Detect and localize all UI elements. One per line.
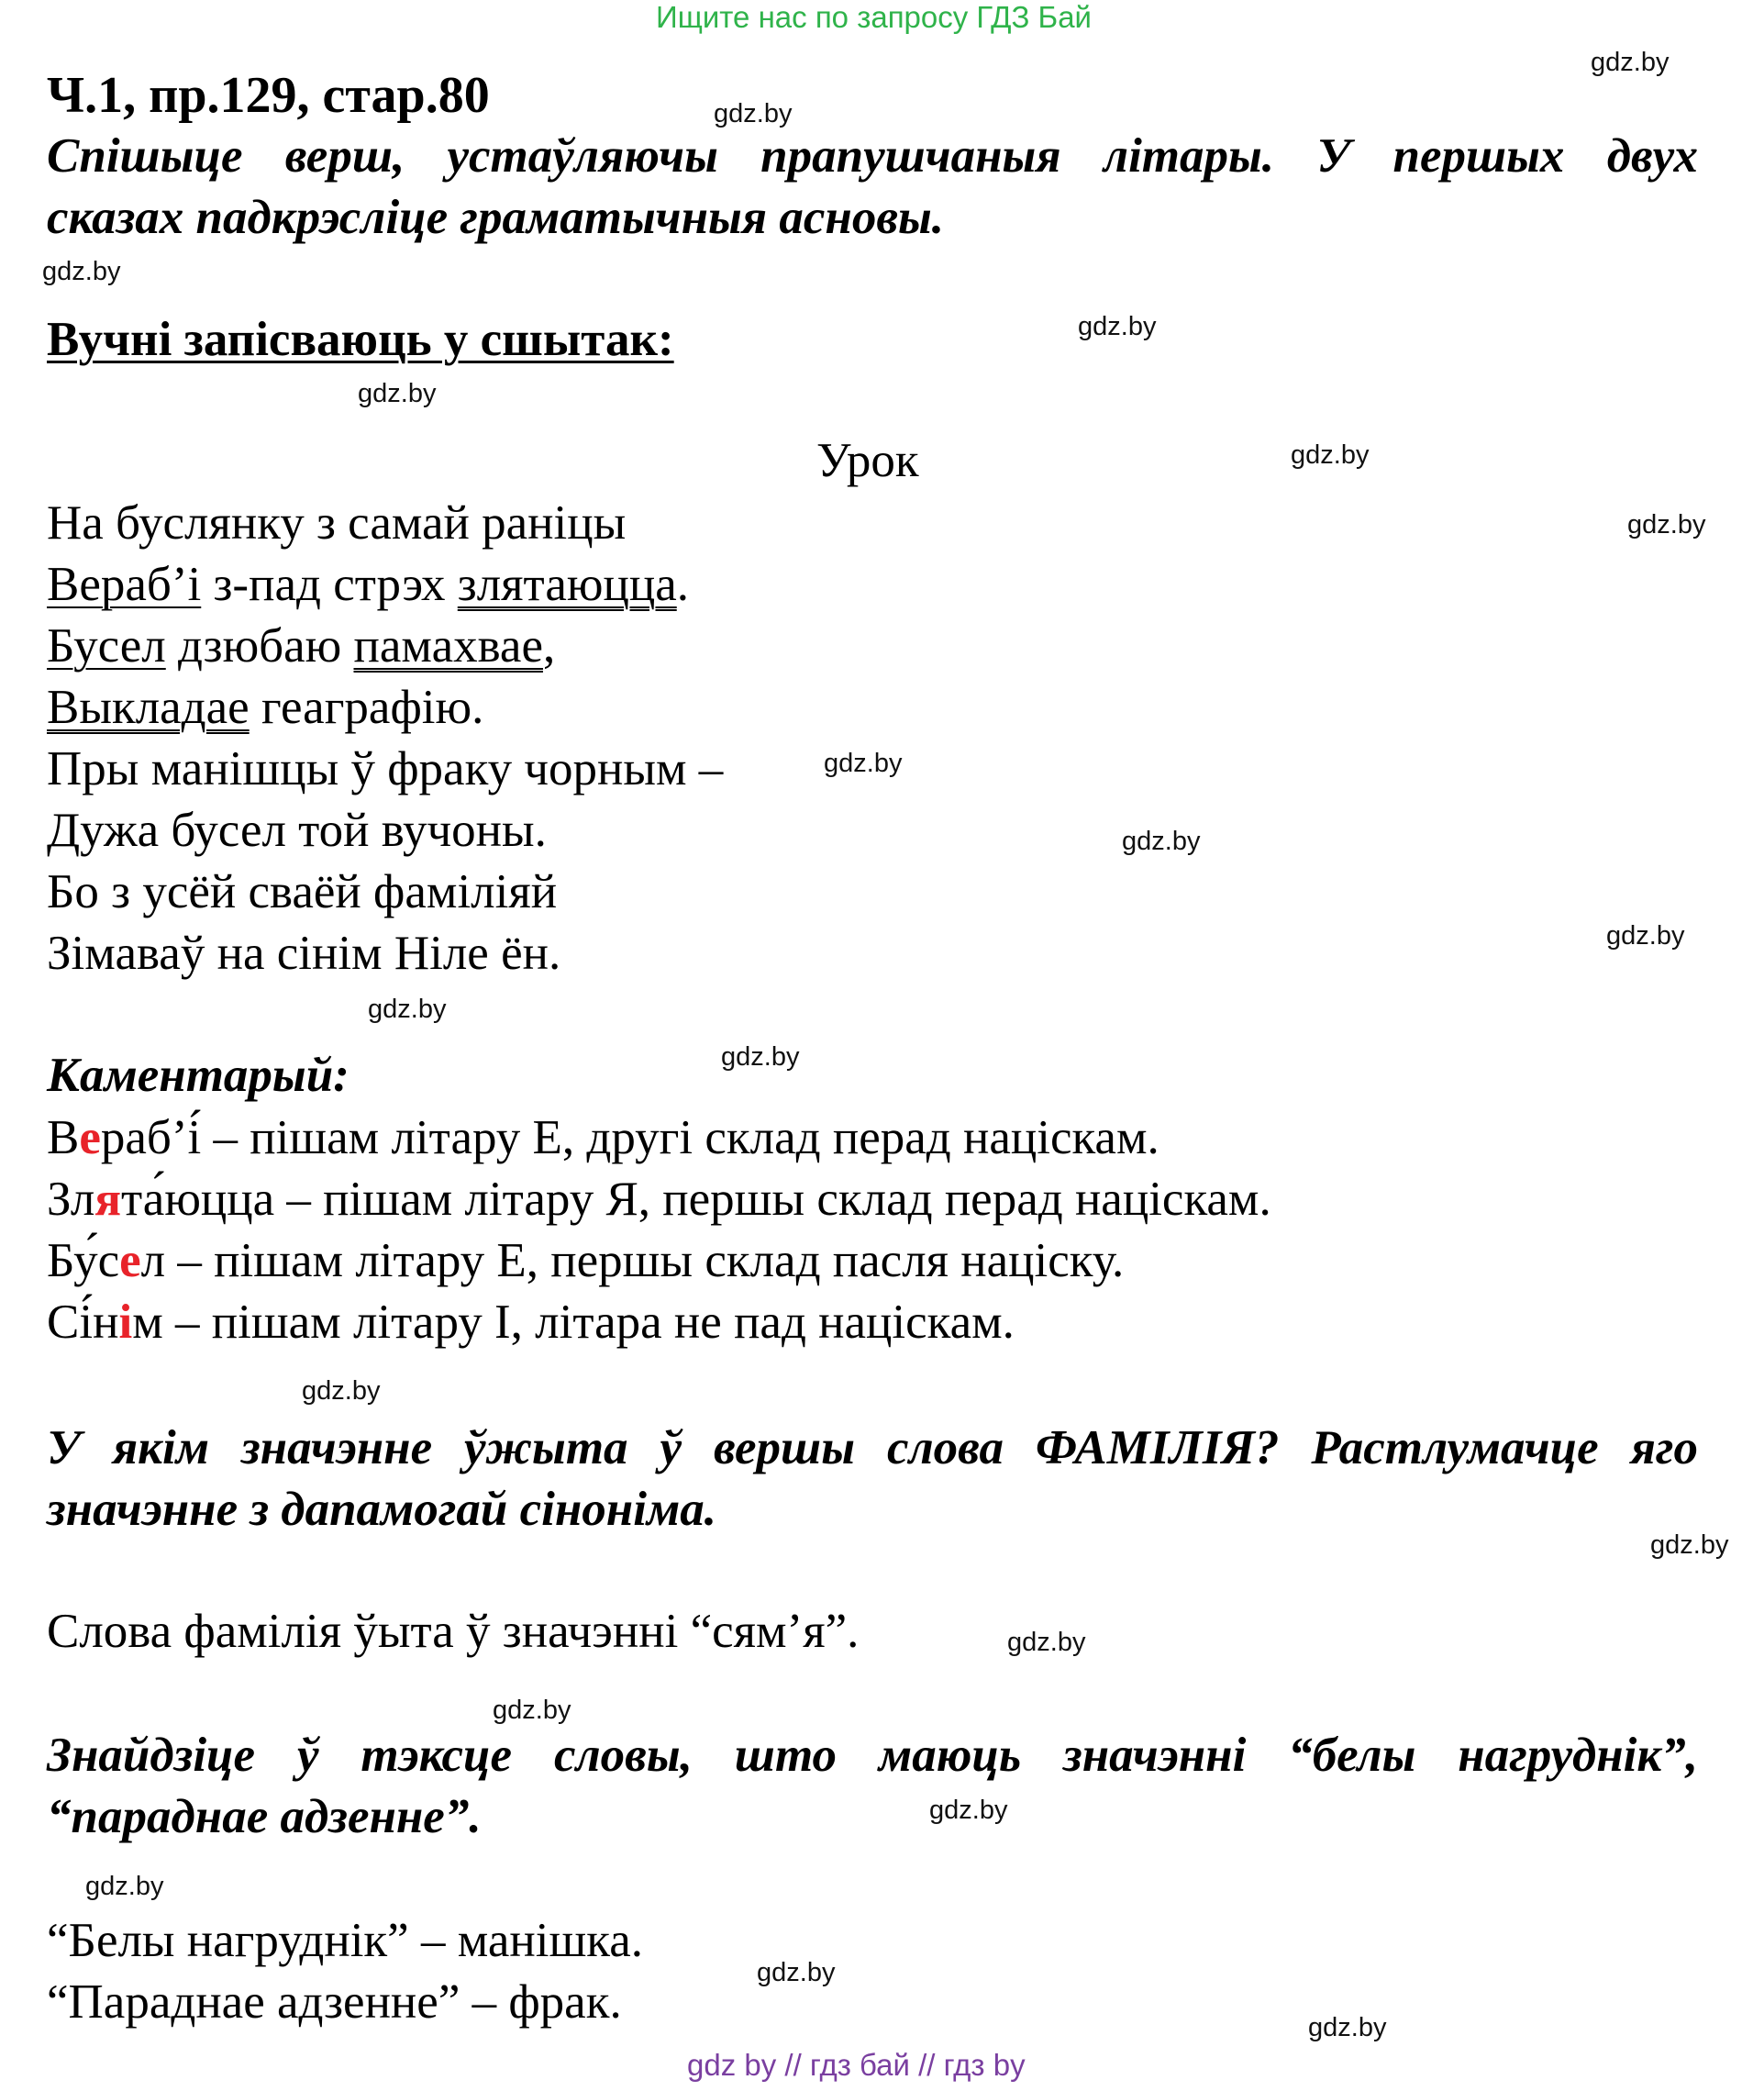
watermark: gdz.by <box>42 257 121 286</box>
poem-line-5: Пры манішцы ў фраку чорным – <box>47 742 724 795</box>
task2-answer: Слова фамілія ўыта ў значэнні “сям’я”. <box>47 1605 860 1658</box>
comment-line-1: Вераб’і́ – пішам літару Е, другі склад перад націскам. <box>47 1111 1159 1164</box>
task1-line2: сказах падкрэсліце граматычныя асновы. <box>47 191 945 244</box>
watermark: gdz.by <box>1606 921 1685 951</box>
poem-line-4: Выкладае геаграфію. <box>47 681 484 734</box>
comment-heading: Каментарый: <box>47 1049 349 1102</box>
watermark: gdz.by <box>1078 312 1157 341</box>
grammar-predicate: злятаюцца <box>457 558 677 611</box>
footer-links[interactable]: gdz by // гдз бай // гдз by <box>687 2048 1026 2082</box>
poem-line-3: Бусел дзюбаю памахвае, <box>47 619 556 673</box>
watermark: gdz.by <box>714 99 793 128</box>
task3-answer-1: “Белы нагруднік” – манішка. <box>47 1914 644 1967</box>
watermark: gdz.by <box>1650 1530 1729 1560</box>
watermark: gdz.by <box>721 1042 800 1072</box>
watermark: gdz.by <box>1007 1628 1086 1657</box>
missing-letter: е <box>79 1111 101 1164</box>
watermark: gdz.by <box>85 1872 164 1901</box>
poem-line-7: Бо з усёй сваёй фаміліяй <box>47 865 558 918</box>
poem-title: Урок <box>816 434 919 487</box>
notebook-heading: Вучні запісваюць у сшытак: <box>47 313 674 366</box>
watermark: gdz.by <box>929 1796 1008 1825</box>
top-banner[interactable]: Ищите нас по запросу ГДЗ Бай <box>656 0 1092 34</box>
grammar-predicate: Выкладае <box>47 681 250 734</box>
task3-answer-2: “Параднае адзенне” – фрак. <box>47 1975 622 2029</box>
task1-line1: Спішыце верш, устаўляючы прапушчаныя літары. У першых двух <box>47 129 1698 183</box>
missing-letter: я <box>94 1173 121 1226</box>
poem-line-8: Зімаваў на сінім Ніле ён. <box>47 927 561 980</box>
grammar-subject: Бусел <box>47 619 166 673</box>
comment-line-3: Бу́сел – пішам літару Е, першы склад пасля націску. <box>47 1234 1125 1287</box>
task2-line1: У якім значэнне ўжыта ў вершы слова ФАМІЛІЯ? Растлумачце яго <box>47 1421 1698 1474</box>
watermark: gdz.by <box>1122 827 1201 856</box>
poem-line-2: Вераб’і з-пад стрэх злятаюцца. <box>47 558 689 611</box>
comment-line-2: Злята́юцца – пішам літару Я, першы склад перад націскам. <box>47 1173 1271 1226</box>
watermark: gdz.by <box>1591 48 1670 77</box>
missing-letter: і <box>118 1296 133 1349</box>
poem-line-6: Дужа бусел той вучоны. <box>47 804 547 857</box>
watermark: gdz.by <box>1291 440 1370 470</box>
comment-line-4: Сі́нім – пішам літару І, літара не пад націскам. <box>47 1296 1015 1349</box>
missing-letter: е <box>119 1234 141 1287</box>
watermark: gdz.by <box>493 1696 571 1725</box>
grammar-subject: Вераб’і <box>47 558 202 611</box>
grammar-predicate: памахвае <box>353 619 543 673</box>
watermark: gdz.by <box>757 1958 836 1987</box>
watermark: gdz.by <box>368 995 447 1024</box>
watermark: gdz.by <box>1308 2013 1387 2042</box>
watermark: gdz.by <box>824 749 903 778</box>
page-title: Ч.1, пр.129, стар.80 <box>47 67 490 124</box>
watermark: gdz.by <box>358 379 437 408</box>
poem-line-1: На буслянку з самай раніцы <box>47 496 627 550</box>
task3-line1: Знайдзіце ў тэксце словы, што маюць значэнні “белы нагруднік”, <box>47 1729 1698 1782</box>
task2-line2: значэнне з дапамогай сіноніма. <box>47 1483 717 1536</box>
watermark: gdz.by <box>302 1376 381 1406</box>
watermark: gdz.by <box>1627 510 1706 539</box>
task3-line2: “параднае адзенне”. <box>47 1790 482 1843</box>
